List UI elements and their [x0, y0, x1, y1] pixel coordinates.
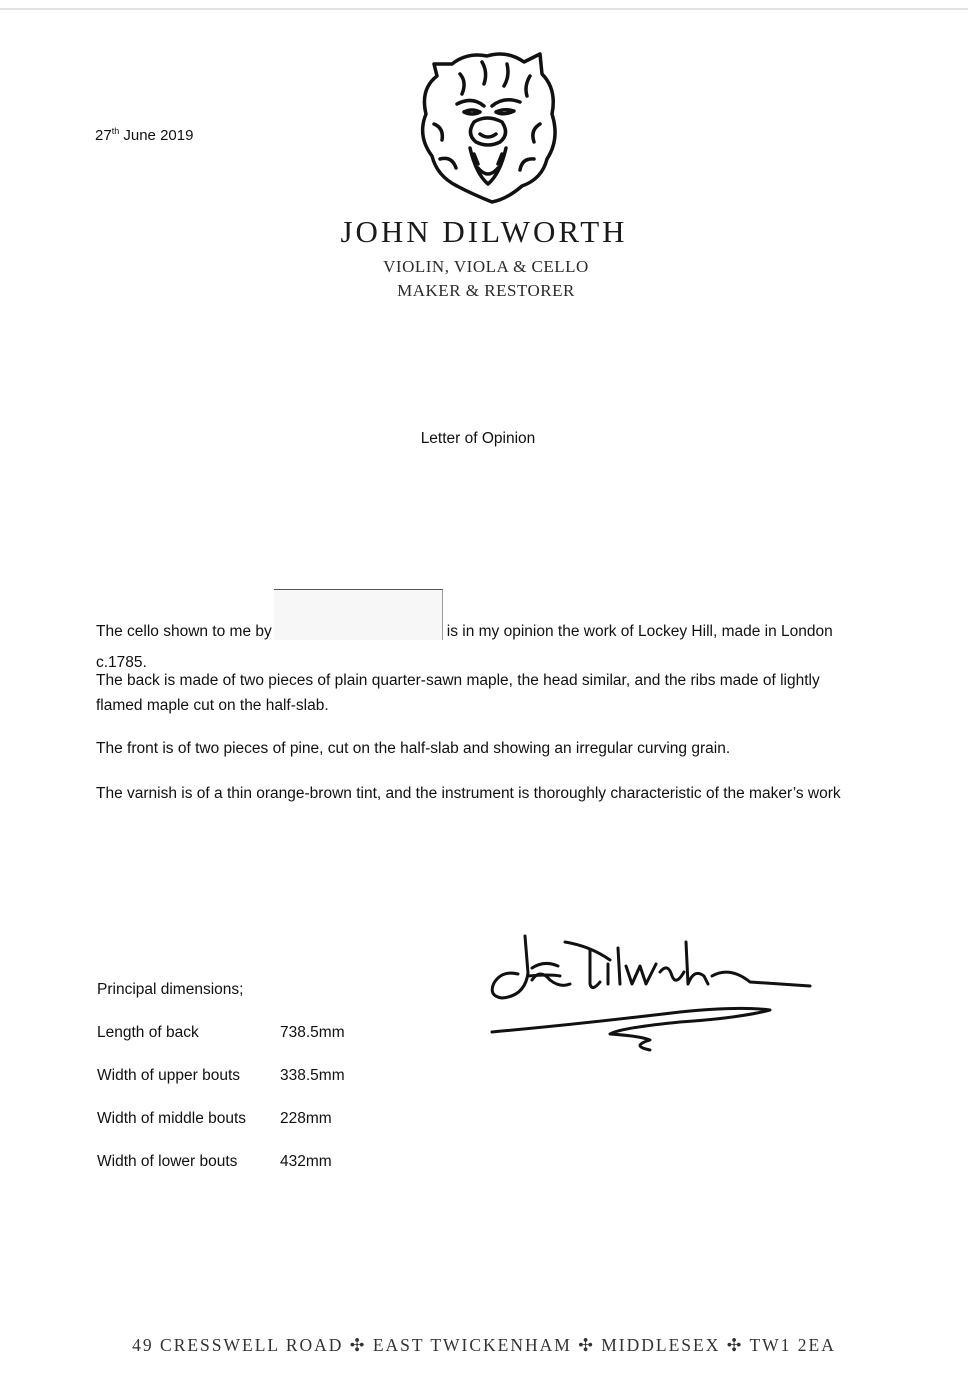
dimension-value: 338.5mm	[280, 1067, 345, 1084]
dimension-row	[97, 1110, 332, 1128]
paragraph-attribution-end: is in my opinion the work of Lockey Hill, made in London c.1785.	[96, 623, 833, 671]
letterhead-tagline-2: MAKER & RESTORER	[397, 281, 575, 300]
paragraph-front: The front is of two pieces of pine, cut on the half-slab and showing an irregular curving grain.	[96, 740, 731, 757]
dimension-label: Length of back	[97, 1024, 199, 1041]
paragraph-attribution-start: The cello shown to me by	[96, 623, 272, 640]
signature	[480, 928, 880, 1068]
paragraph-attribution	[96, 599, 866, 675]
dimension-label: Width of upper bouts	[97, 1067, 241, 1084]
dimension-row	[97, 1024, 345, 1042]
letterhead-name: JOHN DILWORTH	[340, 214, 628, 249]
document-title: Letter of Opinion	[420, 430, 536, 447]
letter-date: 27th June 2019	[95, 126, 194, 144]
letterhead-address: 49 CRESSWELL ROAD ✣ EAST TWICKENHAM ✣ MIDDLESEX ✣ TW1 2EA	[132, 1335, 836, 1355]
redacted-name	[274, 589, 443, 640]
lion-head-icon	[412, 44, 562, 204]
dimensions-heading: Principal dimensions;	[97, 981, 244, 998]
dimension-value: 432mm	[280, 1153, 332, 1170]
paragraph-varnish: The varnish is of a thin orange-brown tint, and the instrument is thoroughly characteristic of the maker’s work	[96, 785, 841, 802]
dimension-value: 228mm	[280, 1110, 332, 1127]
dimension-value: 738.5mm	[280, 1024, 345, 1041]
dimension-row	[97, 1067, 345, 1085]
letterhead-tagline-1: VIOLIN, VIOLA & CELLO	[383, 257, 589, 276]
top-rule	[0, 8, 968, 10]
paragraph-back: The back is made of two pieces of plain quarter-sawn maple, the head similar, and the ribs made of lightly flamed maple cut on the half-slab.	[96, 672, 820, 714]
dimension-label: Width of lower bouts	[97, 1153, 238, 1170]
dimension-row	[97, 1153, 332, 1171]
dimension-label: Width of middle bouts	[97, 1110, 247, 1127]
